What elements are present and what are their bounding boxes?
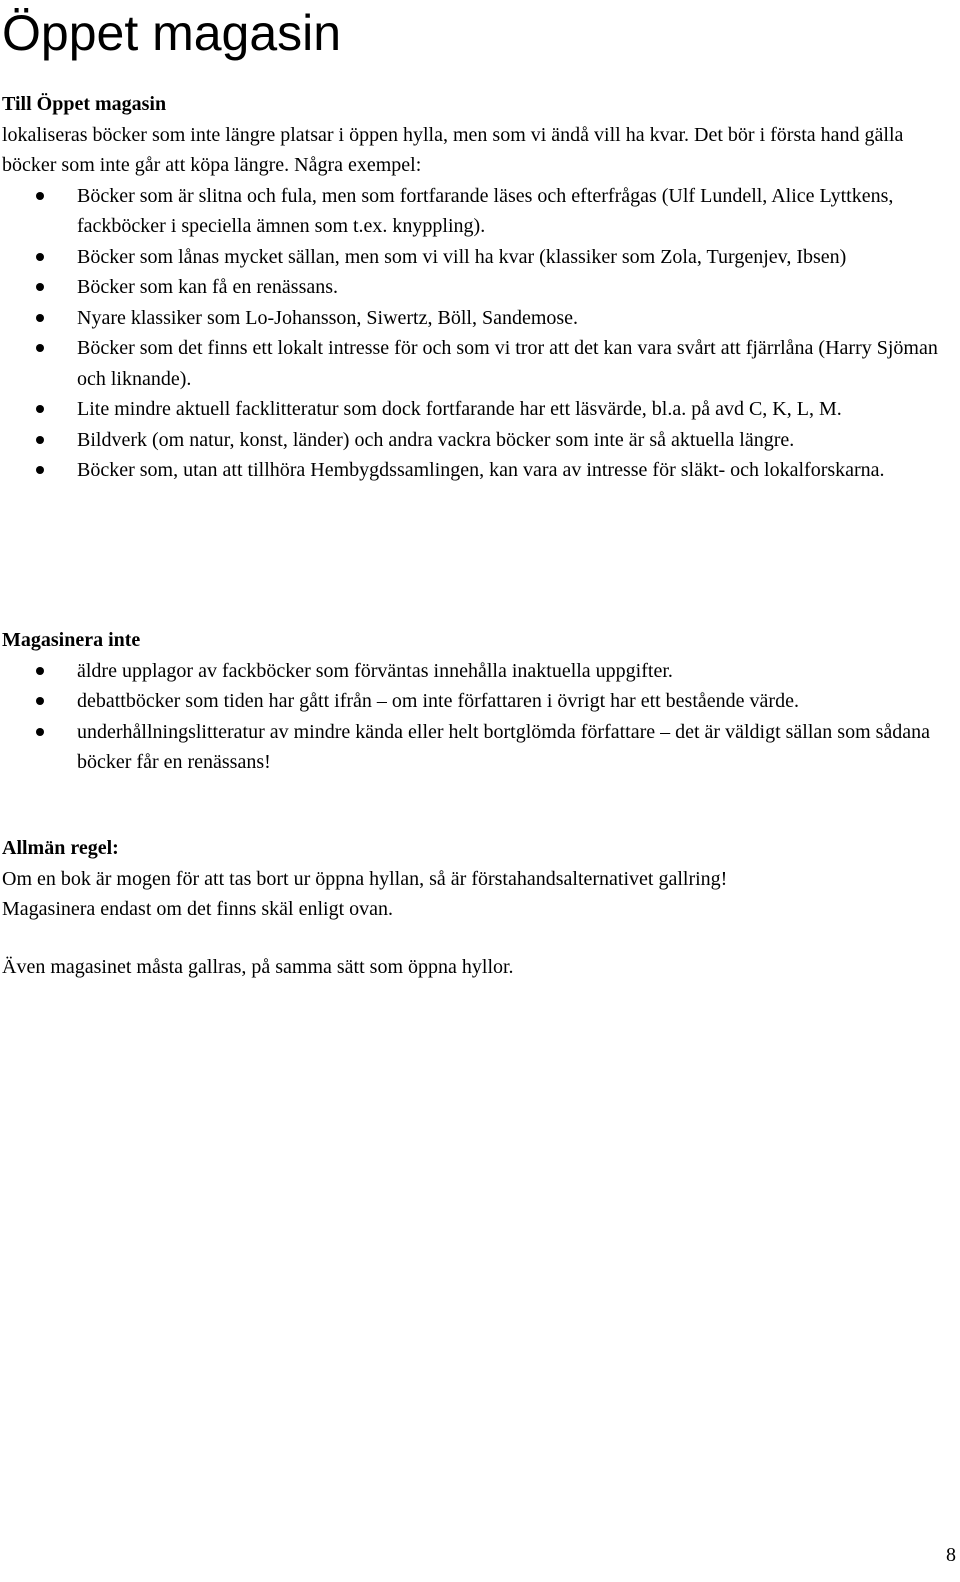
list-item-text: Böcker som, utan att tillhöra Hembygdssamlingen, kan vara av intresse för släkt- och lokalforskarna. — [77, 459, 885, 481]
intro-paragraph: lokaliseras böcker som inte längre platsar i öppen hylla, men som vi ändå vill ha kvar. Det bör i första hand gälla böcker som inte går att köpa längre. Några exempel: — [2, 123, 904, 176]
list-item-text: Lite mindre aktuell facklitteratur som dock fortfarande har ett läsvärde, bl.a. på avd C, K, L, M. — [77, 398, 842, 420]
bullet-icon — [36, 728, 44, 736]
section-heading: Till Öppet magasin — [2, 93, 167, 115]
bullet-icon — [36, 344, 44, 352]
bullet-icon — [36, 283, 44, 291]
list-item-text: Bildverk (om natur, konst, länder) och andra vackra böcker som inte är så aktuella längre. — [77, 428, 795, 451]
list-item-text: Böcker som är slitna och fula, men som fortfarande läses och efterfrågas (Ulf Lundell, Alice Lyttkens, fackböcker i speciella ämnen som t.ex. knyppling). — [77, 184, 894, 237]
bullet-icon — [36, 314, 44, 322]
closing-text: Även magasinet måsta gallras, på samma sätt som öppna hyllor. — [2, 956, 514, 978]
list-item — [2, 181, 954, 242]
page-number: 8 — [946, 1544, 956, 1566]
list-item — [2, 303, 954, 334]
bullet-icon — [36, 405, 44, 413]
section-heading: Magasinera inte — [2, 629, 141, 651]
list-item — [2, 425, 954, 456]
section-allman-regel — [2, 833, 954, 925]
bullet-icon — [36, 253, 44, 261]
bullet-icon — [36, 436, 44, 444]
list-item — [2, 455, 954, 486]
bullet-icon — [36, 697, 44, 705]
rule-line-1: Om en bok är mogen för att tas bort ur öppna hyllan, så är förstahandsalternativet gallring! — [2, 867, 728, 890]
list-item — [2, 333, 954, 394]
list-item-text: Böcker som kan få en renässans. — [77, 276, 339, 298]
list-item — [2, 656, 954, 687]
section-magasinera-inte — [2, 625, 954, 778]
section-till-oppet-magasin — [2, 89, 954, 486]
list-item — [2, 272, 954, 303]
bullet-icon — [36, 667, 44, 675]
list-item-text: underhållningslitteratur av mindre kända eller helt bortglömda författare – det är väldigt sällan som sådana böcker får en renässans! — [77, 720, 931, 773]
list-item-text: Böcker som lånas mycket sällan, men som vi vill ha kvar (klassiker som Zola, Turgenjev, Ibsen) — [77, 245, 847, 268]
list-item — [2, 394, 954, 425]
list-item — [2, 686, 954, 717]
bullet-icon — [36, 466, 44, 474]
section-heading: Allmän regel: — [2, 837, 119, 859]
list-item-text: äldre upplagor av fackböcker som förväntas innehålla inaktuella uppgifter. — [77, 659, 673, 682]
list-item — [2, 717, 954, 778]
list-item-text: Nyare klassiker som Lo-Johansson, Siwertz, Böll, Sandemose. — [77, 306, 579, 329]
list-item-text: debattböcker som tiden har gått ifrån – om inte författaren i övrigt har ett bestående värde. — [77, 690, 799, 712]
list-item — [2, 242, 954, 273]
list-item-text: Böcker som det finns ett lokalt intresse för och som vi tror att det kan vara svårt att fjärrlåna (Harry Sjöman och liknande). — [77, 337, 938, 390]
bullet-icon — [36, 192, 44, 200]
examples-list — [2, 181, 954, 486]
closing-paragraph — [2, 952, 954, 983]
page-title: Öppet magasin — [2, 5, 342, 61]
exclusions-list — [2, 656, 954, 778]
rule-line-2: Magasinera endast om det finns skäl enligt ovan. — [2, 898, 394, 920]
